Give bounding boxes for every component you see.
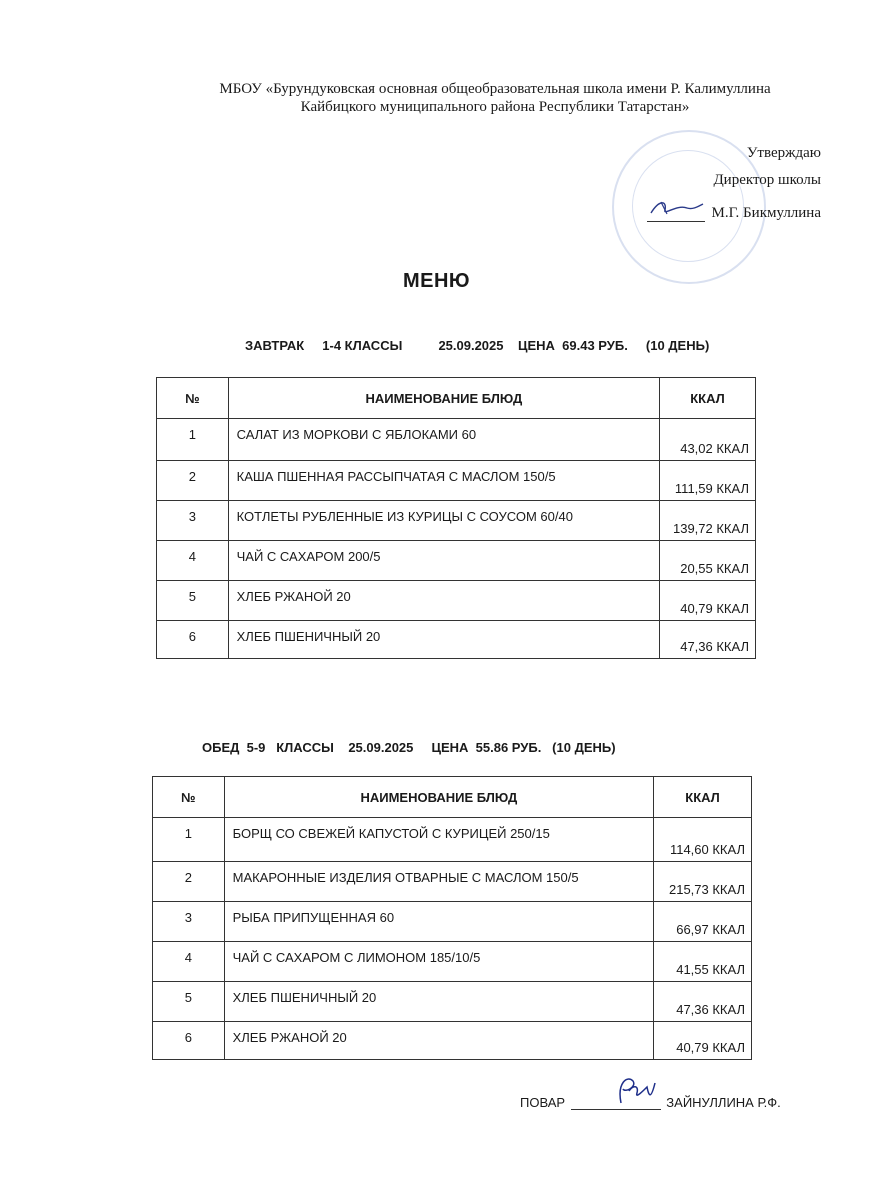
row-dish: МАКАРОННЫЕ ИЗДЕЛИЯ ОТВАРНЫЕ С МАСЛОМ 150/5 [224, 862, 653, 902]
breakfast-day: (10 ДЕНЬ) [645, 338, 710, 353]
breakfast-classes: 1-4 КЛАССЫ [322, 338, 403, 353]
row-dish: ЧАЙ С САХАРОМ С ЛИМОНОМ 185/10/5 [224, 942, 653, 982]
row-dish: КАША ПШЕННАЯ РАССЫПЧАТАЯ С МАСЛОМ 150/5 [228, 461, 659, 501]
column-num: № [153, 777, 225, 818]
lunch-day: (10 ДЕНЬ) [552, 740, 616, 755]
row-kcal: 215,73 ККАЛ [654, 862, 752, 902]
row-dish: ЧАЙ С САХАРОМ 200/5 [228, 541, 659, 581]
table-row [153, 902, 752, 942]
row-kcal: 47,36 ККАЛ [654, 982, 752, 1022]
row-dish: БОРЩ СО СВЕЖЕЙ КАПУСТОЙ С КУРИЦЕЙ 250/15 [224, 818, 653, 862]
table-row [153, 1022, 752, 1060]
school-name-line2: Кайбицкого муниципального района Республики Татарстан» [300, 99, 690, 115]
signature-line [647, 198, 705, 222]
row-num: 3 [157, 501, 229, 541]
row-num: 6 [153, 1022, 225, 1060]
row-dish: ХЛЕБ ПШЕНИЧНЫЙ 20 [228, 621, 659, 659]
row-dish: КОТЛЕТЫ РУБЛЕННЫЕ ИЗ КУРИЦЫ С СОУСОМ 60/40 [228, 501, 659, 541]
column-num: № [157, 378, 229, 419]
page-title: МЕНЮ [402, 270, 471, 292]
breakfast-heading [245, 338, 709, 353]
row-kcal: 66,97 ККАЛ [654, 902, 752, 942]
cook-name: ЗАЙНУЛЛИНА Р.Ф. [666, 1095, 781, 1110]
table-row [157, 501, 756, 541]
column-kcal: ККАЛ [654, 777, 752, 818]
cook-label: ПОВАР [520, 1095, 566, 1110]
row-kcal: 43,02 ККАЛ [660, 419, 756, 461]
table-row [157, 581, 756, 621]
row-kcal: 40,79 ККАЛ [654, 1022, 752, 1060]
table-row [157, 621, 756, 659]
column-kcal: ККАЛ [660, 378, 756, 419]
row-dish: ХЛЕБ РЖАНОЙ 20 [224, 1022, 653, 1060]
row-dish: РЫБА ПРИПУЩЕННАЯ 60 [224, 902, 653, 942]
breakfast-date: 25.09.2025 [438, 338, 504, 353]
table-row [153, 862, 752, 902]
table-row [157, 461, 756, 501]
row-kcal: 40,79 ККАЛ [660, 581, 756, 621]
lunch-classes: КЛАССЫ [276, 740, 334, 755]
breakfast-table [156, 377, 756, 659]
table-row [157, 541, 756, 581]
table-row [153, 982, 752, 1022]
lunch-price: ЦЕНА 55.86 РУБ. [431, 740, 542, 755]
table-row [157, 419, 756, 461]
approve-label: Утверждаю [746, 145, 821, 161]
table-header-row [157, 378, 756, 419]
cook-signature-icon [571, 1073, 661, 1107]
cook-signature [520, 1095, 781, 1110]
row-num: 2 [157, 461, 229, 501]
row-num: 1 [157, 419, 229, 461]
row-num: 2 [153, 862, 225, 902]
row-num: 4 [153, 942, 225, 982]
lunch-date: 25.09.2025 [348, 740, 414, 755]
row-num: 5 [153, 982, 225, 1022]
lunch-table [152, 776, 752, 1060]
school-name-line1: МБОУ «Бурундуковская основная общеобразовательная школа имени Р. Калимуллина [219, 81, 771, 97]
row-num: 4 [157, 541, 229, 581]
director-title: Директор школы [713, 172, 821, 188]
row-num: 3 [153, 902, 225, 942]
breakfast-meal: ЗАВТРАК [245, 338, 305, 353]
cook-signature-line [571, 1095, 661, 1110]
column-name: НАИМЕНОВАНИЕ БЛЮД [224, 777, 653, 818]
row-dish: ХЛЕБ ПШЕНИЧНЫЙ 20 [224, 982, 653, 1022]
row-kcal: 139,72 ККАЛ [660, 501, 756, 541]
lunch-heading [202, 740, 616, 755]
row-dish: ХЛЕБ РЖАНОЙ 20 [228, 581, 659, 621]
breakfast-price: ЦЕНА 69.43 РУБ. [517, 338, 628, 353]
row-kcal: 41,55 ККАЛ [654, 942, 752, 982]
row-kcal: 114,60 ККАЛ [654, 818, 752, 862]
row-kcal: 20,55 ККАЛ [660, 541, 756, 581]
row-num: 1 [153, 818, 225, 862]
row-kcal: 47,36 ККАЛ [660, 621, 756, 659]
director-name: М.Г. Бикмуллина [711, 205, 821, 221]
table-header-row [153, 777, 752, 818]
director-signature [647, 198, 821, 222]
lunch-meal: ОБЕД 5-9 [202, 740, 266, 755]
school-name [120, 80, 870, 116]
row-num: 5 [157, 581, 229, 621]
director-signature-icon [647, 198, 705, 216]
table-row [153, 942, 752, 982]
row-num: 6 [157, 621, 229, 659]
column-name: НАИМЕНОВАНИЕ БЛЮД [228, 378, 659, 419]
row-kcal: 111,59 ККАЛ [660, 461, 756, 501]
row-dish: САЛАТ ИЗ МОРКОВИ С ЯБЛОКАМИ 60 [228, 419, 659, 461]
table-row [153, 818, 752, 862]
